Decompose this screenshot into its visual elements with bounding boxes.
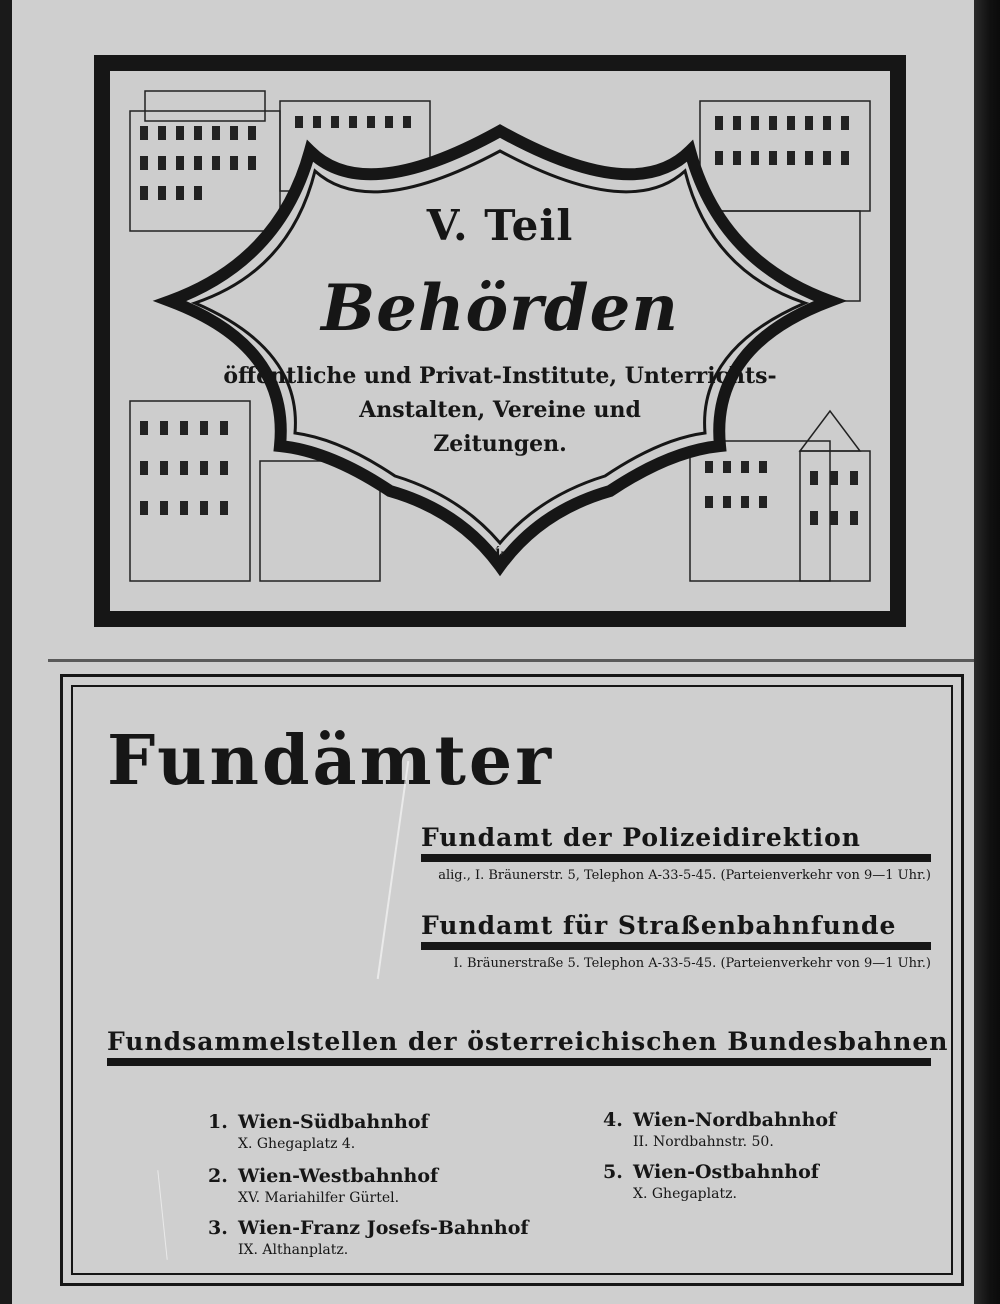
page-edge-shadow <box>974 0 1000 1304</box>
station-item <box>603 1109 836 1150</box>
title-panel <box>94 55 906 627</box>
station-address: IX. Althanplatz. <box>238 1242 349 1258</box>
page-sheet <box>12 0 974 1304</box>
station-number: 3. <box>208 1217 228 1239</box>
station-number: 1. <box>208 1111 228 1133</box>
station-address: II. Nordbahnstr. 50. <box>633 1134 774 1150</box>
station-number: 4. <box>603 1109 623 1131</box>
station-name: Wien-Westbahnhof <box>238 1165 439 1187</box>
station-name: Wien-Ostbahnhof <box>633 1161 819 1183</box>
station-item <box>208 1111 429 1152</box>
office-detail: alig., I. Bräunerstr. 5, Telephon A-33-5-45. (Parteienverkehr von 9—1 Uhr.) <box>438 868 931 883</box>
station-item <box>208 1217 529 1258</box>
office-title: Fundamt der Polizeidirektion <box>421 823 931 862</box>
section-subtitle <box>110 359 890 461</box>
lost-property-heading: Fundämter <box>107 721 555 801</box>
station-number: 2. <box>208 1165 228 1187</box>
collection-points-heading: Fundsammelstellen der österreichischen Bundesbahnen <box>107 1027 931 1066</box>
subtitle-line-3: Zeitungen. <box>433 431 567 457</box>
station-number: 5. <box>603 1161 623 1183</box>
station-name: Wien-Nordbahnhof <box>633 1109 837 1131</box>
station-name: Wien-Südbahnhof <box>238 1111 429 1133</box>
subtitle-line-2: Anstalten, Vereine und <box>359 397 641 423</box>
subtitle-line-1: öffentliche und Privat-Institute, Unterrichts- <box>223 363 777 389</box>
station-item <box>208 1165 438 1206</box>
office-detail: I. Bräunerstraße 5. Telephon A-33-5-45. (Parteienverkehr von 9—1 Uhr.) <box>453 956 931 971</box>
station-item <box>603 1161 819 1202</box>
station-address: X. Ghegaplatz. <box>633 1186 737 1202</box>
station-address: XV. Mariahilfer Gürtel. <box>238 1190 400 1206</box>
station-list <box>63 677 961 1283</box>
station-address: X. Ghegaplatz 4. <box>238 1136 356 1152</box>
station-name: Wien-Franz Josefs-Bahnhof <box>238 1217 529 1239</box>
title-panel-inner <box>106 67 894 615</box>
section-title: Behörden <box>321 271 679 346</box>
separator-rule <box>48 659 978 662</box>
lost-property-panel <box>60 674 964 1286</box>
office-title: Fundamt für Straßenbahnfunde <box>421 911 931 950</box>
part-label: V. Teil <box>426 201 574 250</box>
ornament-mark: ḱ <box>495 547 505 563</box>
